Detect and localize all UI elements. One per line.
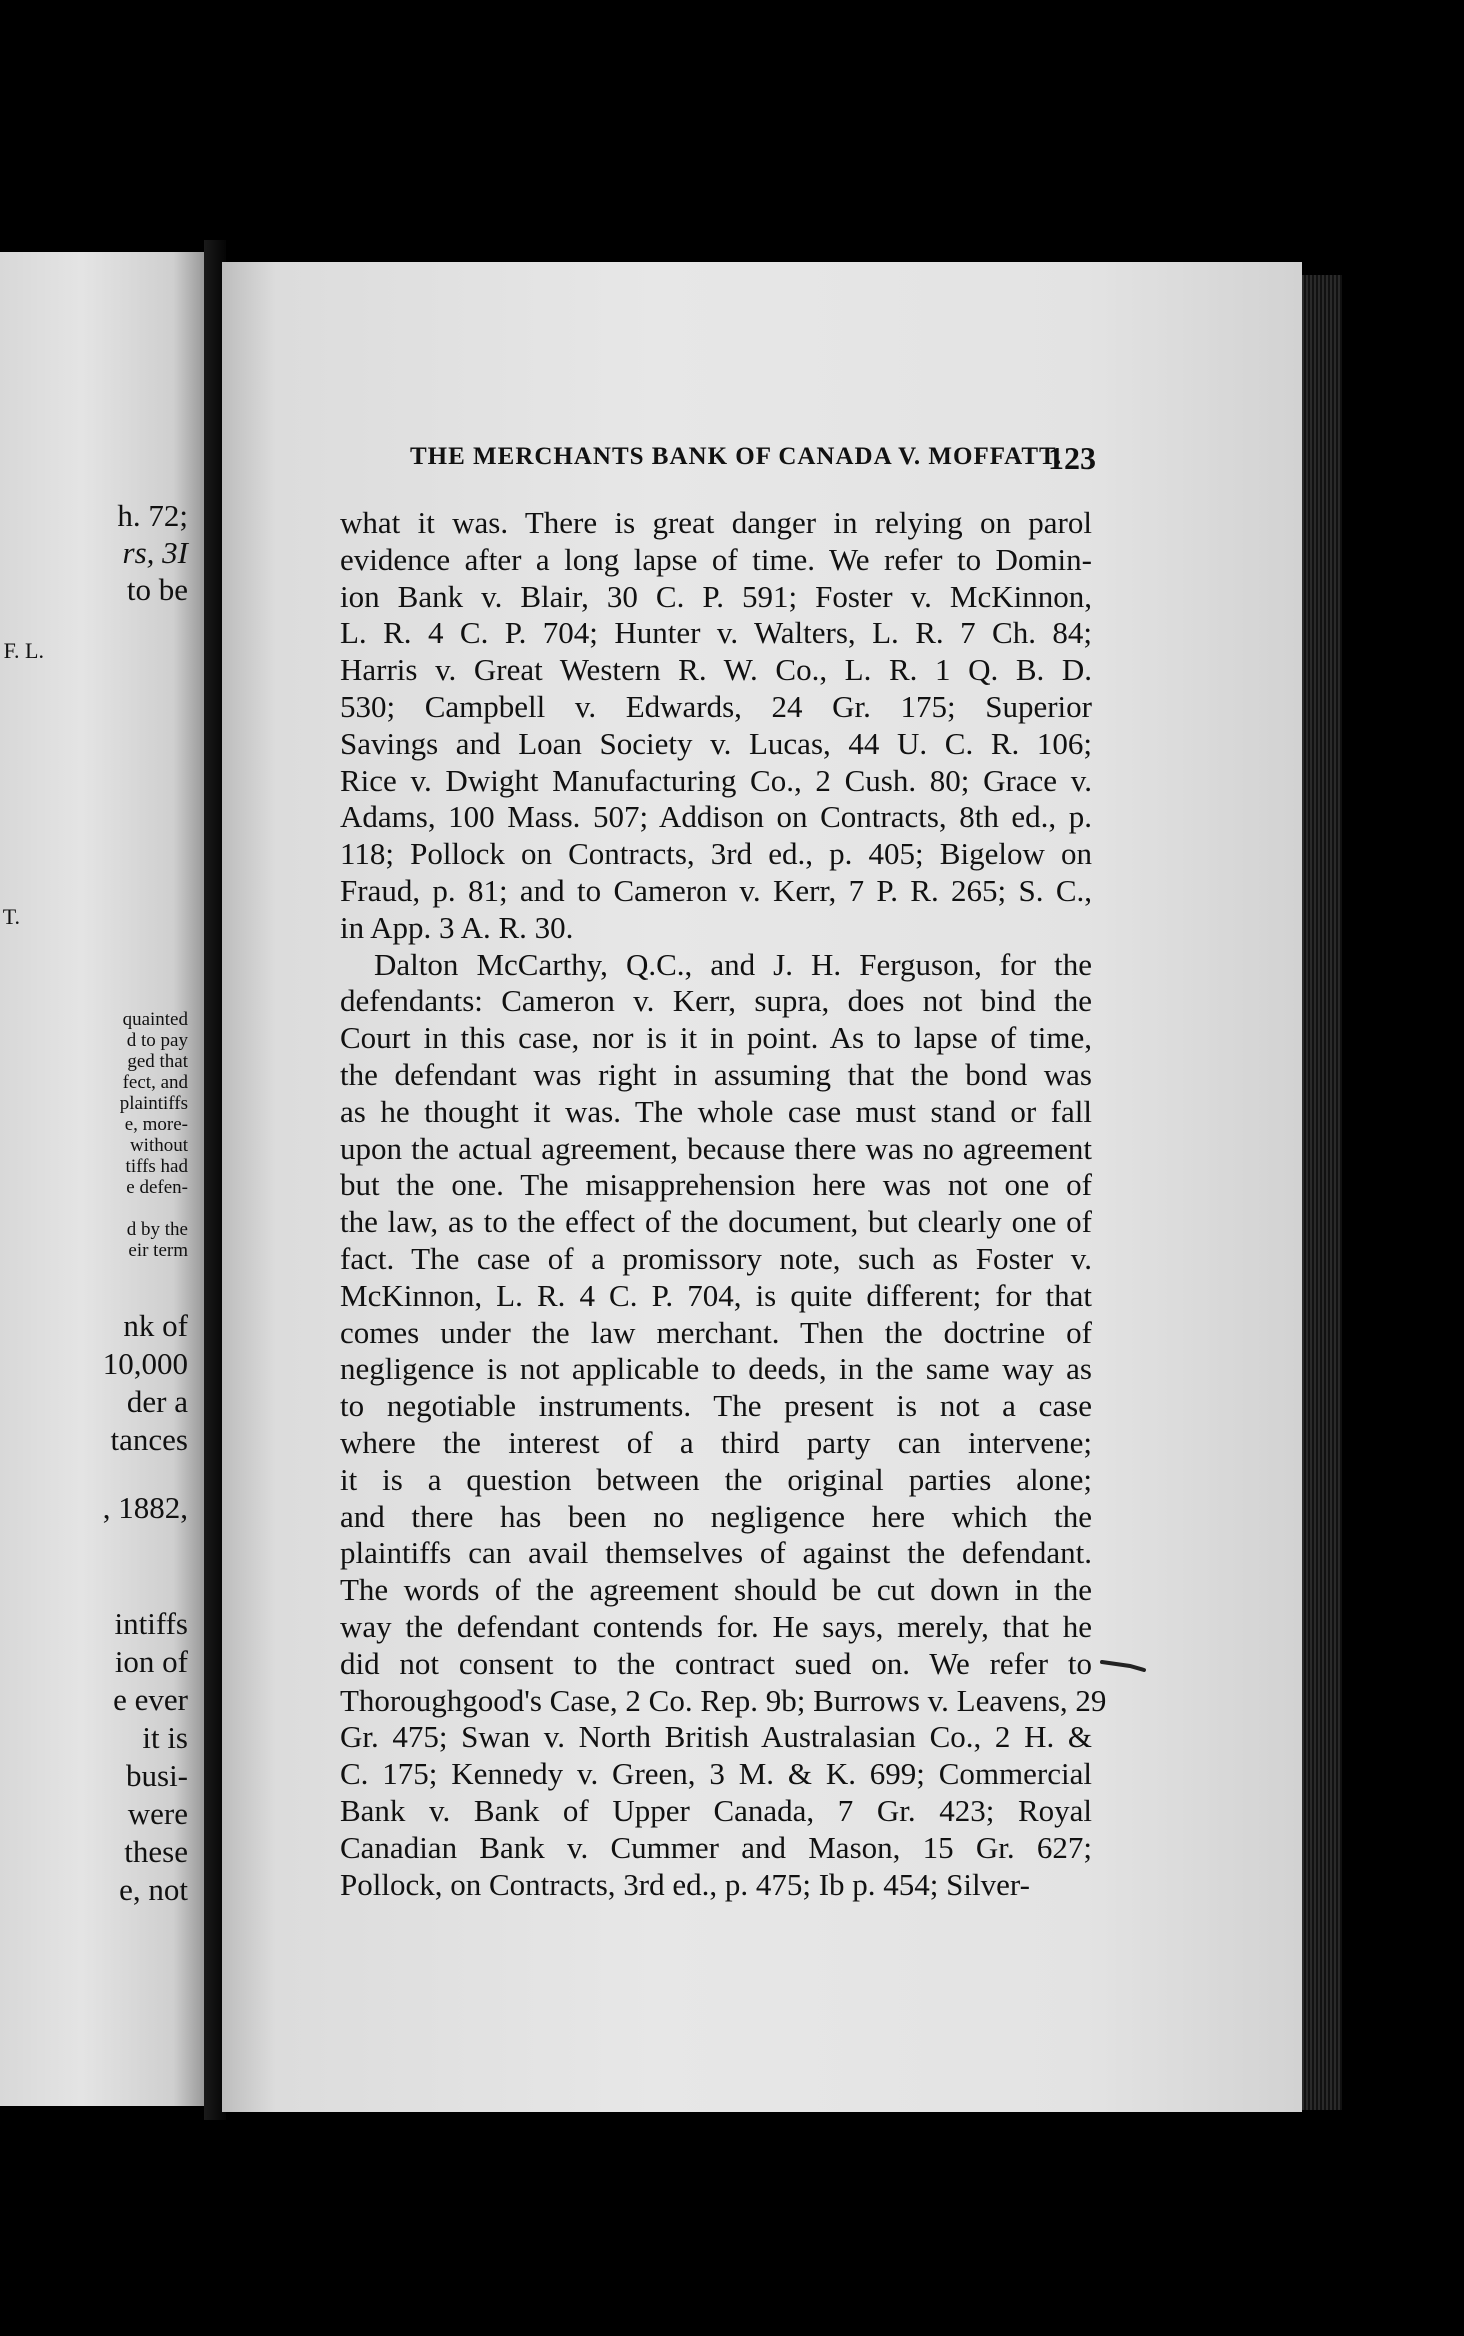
left-page-line: der a (126, 1384, 188, 1419)
left-facing-page (0, 252, 204, 2106)
left-page-line: nk of (123, 1308, 188, 1343)
left-page-line: these (124, 1834, 188, 1869)
running-head (410, 443, 1095, 471)
left-page-line: , 1882, (102, 1490, 188, 1525)
body-text-line: where the interest of a third party can intervene; (340, 1425, 1092, 1460)
left-page-line: without (129, 1135, 188, 1156)
left-page-line: busi- (126, 1758, 188, 1793)
running-head-title: THE MERCHANTS BANK OF CANADA V. MOFFATT. (410, 443, 1063, 470)
body-text-line: Harris v. Great Western R. W. Co., L. R. 1 Q. B. D. (340, 652, 1092, 687)
left-page-line: T. (2, 904, 20, 929)
body-text-line: 118; Pollock on Contracts, 3rd ed., p. 405; Bigelow on (340, 836, 1092, 871)
left-page-line: plaintiffs (119, 1093, 188, 1114)
body-text-line: comes under the law merchant. Then the doctrine of (340, 1315, 1092, 1350)
left-page-line: rs, 3I (122, 535, 188, 570)
left-page-line: e, not (119, 1872, 188, 1907)
body-text-line: but the one. The misapprehension here was not one of (340, 1167, 1092, 1202)
left-page-line: 10,000 (102, 1346, 188, 1381)
pen-mark-icon (1100, 1658, 1146, 1672)
body-text-line: the defendant was right in assuming that the bond was (340, 1057, 1092, 1092)
body-text-line: C. 175; Kennedy v. Green, 3 M. & K. 699; Commercial (340, 1756, 1092, 1791)
left-page-line: tances (110, 1422, 188, 1457)
left-page-line: eir term (128, 1240, 188, 1261)
left-page-line: intiffs (114, 1606, 188, 1641)
body-text-line: did not consent to the contract sued on. We refer to (340, 1646, 1092, 1681)
body-text-line: and there has been no negligence here which the (340, 1499, 1092, 1534)
left-page-line: e ever (113, 1682, 188, 1717)
body-text-line: Court in this case, nor is it in point. As to lapse of time, (340, 1020, 1092, 1055)
left-page-line: it is (142, 1720, 188, 1755)
body-text-line: Canadian Bank v. Cummer and Mason, 15 Gr. 627; (340, 1830, 1092, 1865)
left-page-line: ion of (114, 1644, 188, 1679)
body-text-line: to negotiable instruments. The present is not a case (340, 1388, 1092, 1423)
left-page-line: tiffs had (125, 1156, 188, 1177)
body-text-line: McKinnon, L. R. 4 C. P. 704, is quite different; for that (340, 1278, 1092, 1313)
left-page-line: e, more- (124, 1114, 188, 1135)
body-text-line: Bank v. Bank of Upper Canada, 7 Gr. 423; Royal (340, 1793, 1092, 1828)
body-text-line: L. R. 4 C. P. 704; Hunter v. Walters, L. R. 7 Ch. 84; (340, 615, 1092, 650)
left-page-line: quainted (122, 1009, 188, 1030)
body-text-line: 530; Campbell v. Edwards, 24 Gr. 175; Superior (340, 689, 1092, 724)
body-text-line: ion Bank v. Blair, 30 C. P. 591; Foster v. McKinnon, (340, 579, 1092, 614)
left-page-line: to be (126, 572, 188, 607)
body-text-line: Savings and Loan Society v. Lucas, 44 U. C. R. 106; (340, 726, 1092, 761)
page-number: 123 (1048, 440, 1096, 476)
body-text-line: upon the actual agreement, because there was no agreement (340, 1131, 1092, 1166)
body-text-line: it is a question between the original parties alone; (340, 1462, 1092, 1497)
body-text-line: Rice v. Dwight Manufacturing Co., 2 Cush. 80; Grace v. (340, 763, 1092, 798)
body-text-line: Gr. 475; Swan v. North British Australasian Co., 2 H. & (340, 1719, 1092, 1754)
body-text-line: Pollock, on Contracts, 3rd ed., p. 475; Ib p. 454; Silver- (340, 1867, 1030, 1902)
left-page-line: e defen- (126, 1177, 188, 1198)
body-text-line: as he thought it was. The whole case must stand or fall (340, 1094, 1092, 1129)
left-page-line: h. 72; (117, 498, 188, 533)
body-text-line: what it was. There is great danger in relying on parol (340, 505, 1092, 540)
body-text-line: the law, as to the effect of the document, but clearly one of (340, 1204, 1092, 1239)
body-text-line: fact. The case of a promissory note, such as Foster v. (340, 1241, 1092, 1276)
left-page-line: d by the (126, 1219, 188, 1240)
body-text-line: The words of the agreement should be cut down in the (340, 1572, 1092, 1607)
body-text-line: Dalton McCarthy, Q.C., and J. H. Ferguson, for the (374, 947, 1092, 982)
left-page-line: d to pay (126, 1030, 188, 1051)
page-edge-stack (1302, 275, 1342, 2110)
body-text-line: in App. 3 A. R. 30. (340, 910, 574, 945)
body-text-line: Fraud, p. 81; and to Cameron v. Kerr, 7 P. R. 265; S. C., (340, 873, 1092, 908)
left-page-line: F. L. (3, 638, 44, 663)
body-text-line: plaintiffs can avail themselves of against the defendant. (340, 1535, 1092, 1570)
body-text-line: negligence is not applicable to deeds, in the same way as (340, 1351, 1092, 1386)
left-page-line: fect, and (122, 1072, 188, 1093)
body-text-line: defendants: Cameron v. Kerr, supra, does not bind the (340, 983, 1092, 1018)
left-page-line: were (127, 1796, 188, 1831)
body-text-line: Adams, 100 Mass. 507; Addison on Contracts, 8th ed., p. (340, 799, 1092, 834)
body-text-line: evidence after a long lapse of time. We refer to Domin- (340, 542, 1092, 577)
body-text-line: way the defendant contends for. He says, merely, that he (340, 1609, 1092, 1644)
left-page-line: ged that (127, 1051, 188, 1072)
body-text-line: Thoroughgood's Case, 2 Co. Rep. 9b; Burrows v. Leavens, 29 (340, 1683, 1107, 1718)
